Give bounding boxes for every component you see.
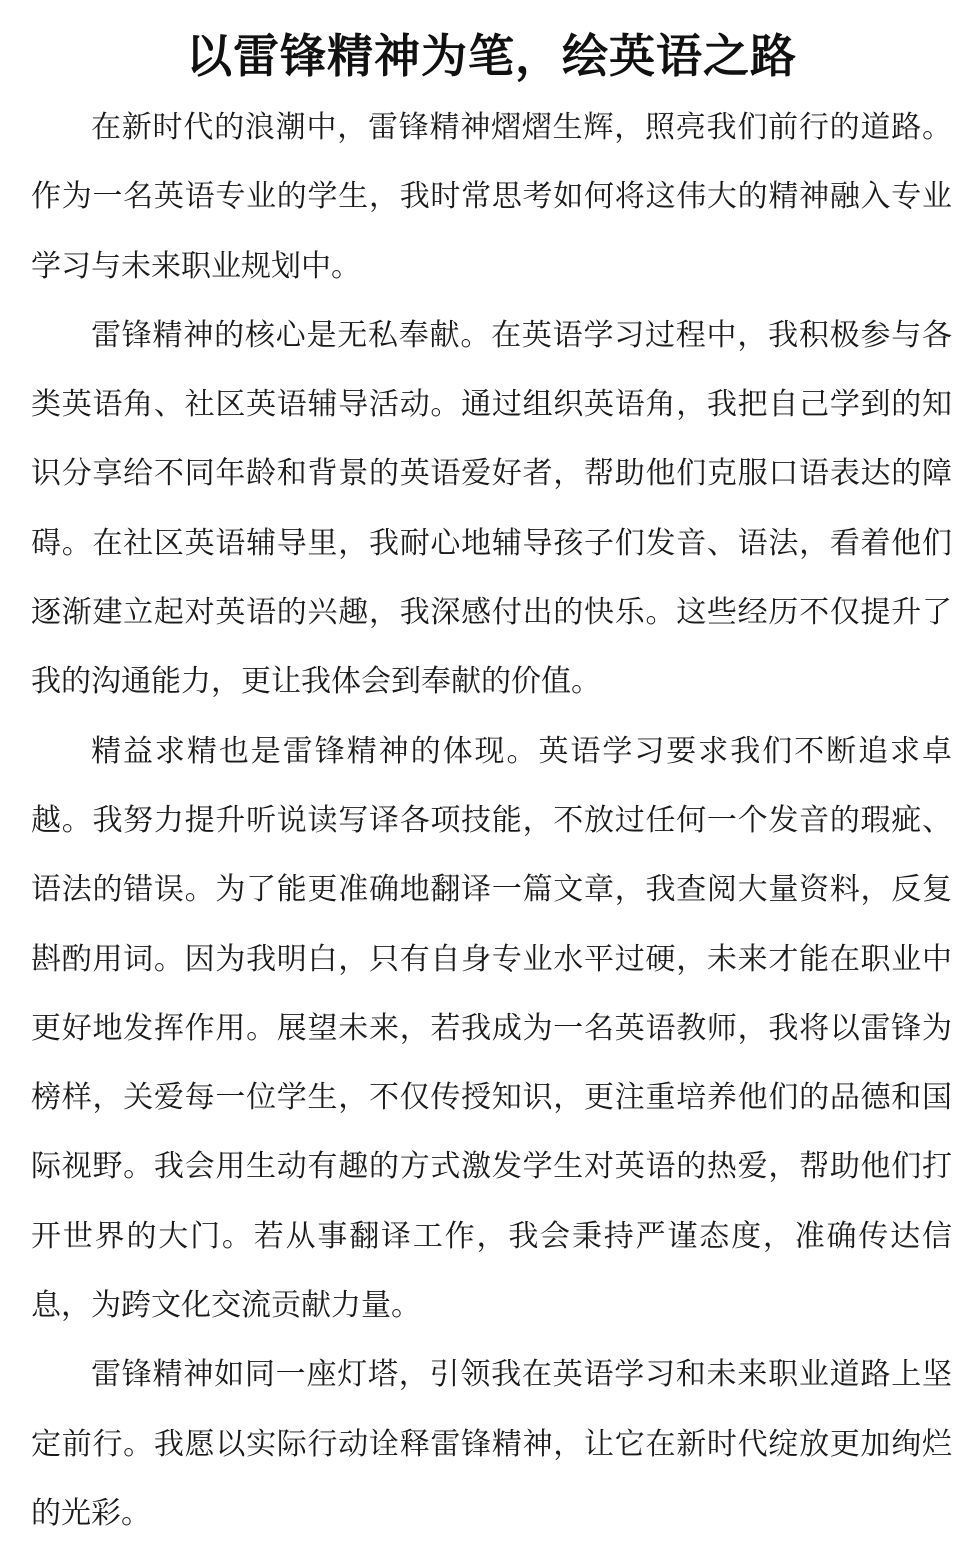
paragraph-excellence: 精益求精也是雷锋精神的体现。英语学习要求我们不断追求卓越。我努力提升听说读写译各项技能，不放过任何一个发音的瑕疵、语法的错误。为了能更准确地翻译一篇文章，我查阅大量资料，反复斟酌用词。因为我明白，只有自身专业水平过硬，未来才能在职业中更好地发挥作用。展望未来，若我成为一名英语教师，我将以雷锋为榜样，关爱每一位学生，不仅传授知识，更注重培养他们的品德和国际视野。我会用生动有趣的方式激发学生对英语的热爱，帮助他们打开世界的大门。若从事翻译工作，我会秉持严谨态度，准确传达信息，为跨文化交流贡献力量。 — [31, 733, 952, 1324]
document-body — [31, 93, 952, 1548]
document-title: 以雷锋精神为笔，绘英语之路 — [186, 29, 797, 83]
paragraph-dedication: 雷锋精神的核心是无私奉献。在英语学习过程中，我积极参与各类英语角、社区英语辅导活动。通过组织英语角，我把自己学到的知识分享给不同年龄和背景的英语爱好者，帮助他们克服口语表达的障碍。在社区英语辅导里，我耐心地辅导孩子们发音、语法，看着他们逐渐建立起对英语的兴趣，我深感付出的快乐。这些经历不仅提升了我的沟通能力，更让我体会到奉献的价值。 — [31, 317, 952, 700]
paragraph-intro: 在新时代的浪潮中，雷锋精神熠熠生辉，照亮我们前行的道路。作为一名英语专业的学生，我时常思考如何将这伟大的精神融入专业学习与未来职业规划中。 — [31, 110, 952, 284]
paragraph-conclusion: 雷锋精神如同一座灯塔，引领我在英语学习和未来职业道路上坚定前行。我愿以实际行动诠释雷锋精神，让它在新时代绽放更加绚烂的光彩。 — [31, 1357, 952, 1531]
